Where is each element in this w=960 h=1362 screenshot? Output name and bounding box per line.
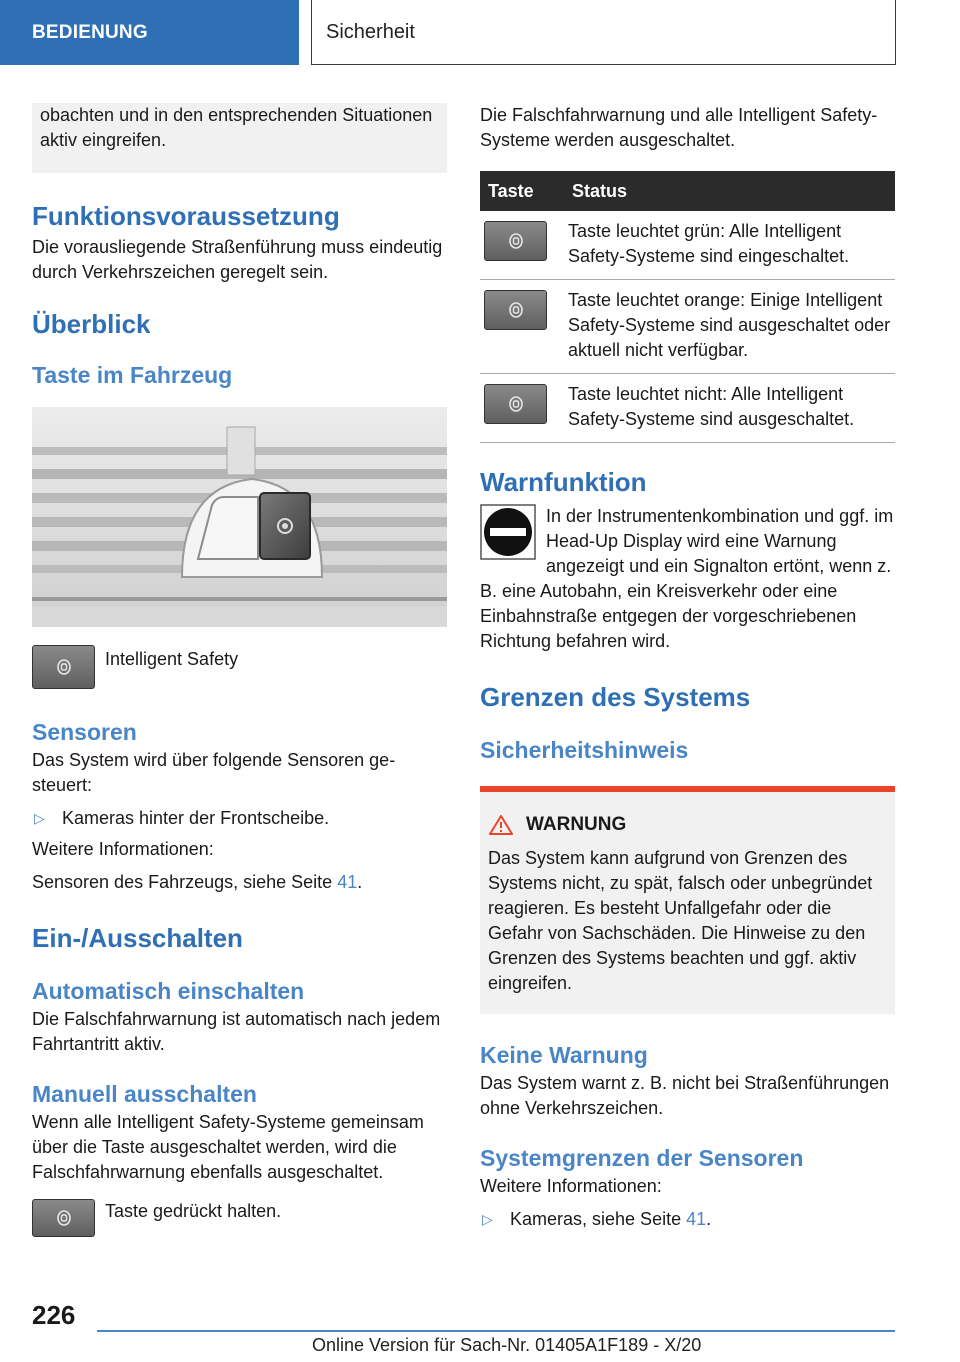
table-cell-status: Taste leuchtet nicht: Alle Intelligent Safety-Systeme sind ausgeschaltet. — [564, 374, 895, 443]
warning-title: WARNUNG — [526, 814, 627, 835]
intro-text: obachten und in den entsprechenden Situationen aktiv eingreifen. — [40, 105, 433, 150]
heading-ein-ausschalten: Ein-/Ausschalten — [32, 923, 243, 953]
table-row — [480, 280, 895, 374]
heading-automatisch-einschalten: Automatisch einschalten — [32, 978, 305, 1004]
heading-ueberblick: Überblick — [32, 309, 151, 339]
vent-grille-illustration — [32, 407, 447, 627]
warning-box — [480, 786, 895, 1014]
heading-systemgrenzen-sensoren: Systemgrenzen der Sensoren — [480, 1145, 804, 1171]
bullet-text: Kameras, siehe Seite 41. — [510, 1209, 712, 1229]
column-header-status: Status — [564, 171, 895, 211]
paragraph-warnfunktion: In der Instrumentenkombination und ggf. im Head-Up Display wird eine Warnung angezeigt und ein Signalton ertönt, wenn z. B. eine Autobahn, ein Kreisverkehr oder eine Einbahnstraße entgegen der vorgeschriebenen Richtung befahren wird. — [480, 506, 894, 651]
triangle-bullet-icon: ▷ — [34, 810, 45, 826]
section-tab — [0, 0, 299, 65]
column-header-taste: Taste — [480, 171, 564, 211]
heading-warnfunktion: Warnfunktion — [480, 467, 647, 497]
table-cell-icon — [480, 211, 564, 280]
paragraph-sensoren-ref: Sensoren des Fahrzeugs, siehe Seite 41. — [32, 872, 363, 892]
table-cell-icon — [480, 280, 564, 374]
paragraph-funktion: Die vorausliegende Straßenführung muss eindeutig durch Verkehrszeichen geregelt sein. — [32, 237, 443, 282]
section-label: BEDIENUNG — [32, 21, 148, 43]
status-table — [480, 171, 895, 443]
paragraph-taste-halten: Taste gedrückt halten. — [105, 1201, 282, 1221]
icon-label: Intelligent Safety — [105, 649, 239, 669]
heading-funktionsvoraussetzung: Funktionsvoraussetzung — [32, 201, 340, 231]
intelligent-safety-button-icon — [484, 221, 547, 261]
table-cell-icon — [480, 374, 564, 443]
intelligent-safety-button-icon — [32, 645, 95, 689]
heading-sensoren: Sensoren — [32, 719, 137, 745]
vehicle-button-photo — [32, 407, 447, 627]
warning-header — [488, 814, 887, 836]
no-entry-icon — [480, 504, 536, 560]
taste-halten-row — [32, 1199, 447, 1237]
heading-sicherheitshinweis: Sicherheitshinweis — [480, 737, 689, 763]
ref-text: Sensoren des Fahrzeugs, siehe Seite — [32, 872, 338, 892]
heading-grenzen-des-systems: Grenzen des Systems — [480, 682, 751, 712]
intelligent-safety-button-icon — [484, 290, 547, 330]
intro-text-right: Die Falschfahrwarnung und alle Intelligent Safety-Systeme werden ausgeschaltet. — [480, 105, 878, 150]
table-row — [480, 211, 895, 280]
paragraph-manuell: Wenn alle Intelligent Safety-Systeme gemeinsam über die Taste ausgeschaltet werden, wird die Falschfahrwarnung ebenfalls ausgeschaltet. — [32, 1112, 424, 1182]
warnfunktion-block — [480, 504, 895, 654]
footer-divider — [97, 1330, 895, 1332]
heading-manuell-ausschalten: Manuell ausschalten — [32, 1081, 257, 1107]
page-number: 226 — [32, 1300, 76, 1330]
list-item — [480, 1207, 895, 1232]
paragraph-automatisch: Die Falschfahrwarnung ist automatisch nach jedem Fahrtantritt aktiv. — [32, 1009, 441, 1054]
paragraph-weitere-right: Weitere Informationen: — [480, 1176, 662, 1196]
heading-taste-im-fahrzeug: Taste im Fahrzeug — [32, 362, 233, 388]
bullet-kameras-text: Kameras, siehe Seite — [510, 1209, 687, 1229]
intelligent-safety-row — [32, 645, 447, 689]
chapter-tab — [311, 0, 896, 65]
table-row — [480, 374, 895, 443]
warning-text: Das System kann aufgrund von Grenzen des Systems nicht, zu spät, falsch oder unbegründet reagieren. Es besteht Unfallgefahr oder die Gefahr von Sachschäden. Die Hinweise zu den Grenzen des Systems beachten und ggf. aktiv eingreifen. — [488, 848, 873, 993]
intelligent-safety-button-icon — [484, 384, 547, 424]
list-item — [32, 806, 447, 831]
chapter-label: Sicherheit — [326, 20, 415, 43]
footer-online-version: Online Version für Sach-Nr. 01405A1F189 - X/20 — [312, 1335, 702, 1355]
table-cell-status: Taste leuchtet orange: Einige Intelligent Safety-Systeme sind ausgeschaltet oder aktuell nicht verfügbar. — [564, 280, 895, 374]
paragraph-weitere: Weitere Informationen: — [32, 839, 214, 859]
table-cell-status: Taste leuchtet grün: Alle Intelligent Safety-Systeme sind eingeschaltet. — [564, 211, 895, 280]
paragraph-sensoren: Das System wird über folgende Sensoren gesteuert: — [32, 750, 396, 795]
table-header-row — [480, 171, 895, 211]
left-column — [32, 103, 447, 1237]
right-column — [480, 103, 895, 1232]
intelligent-safety-button-icon — [32, 1199, 95, 1237]
page-link[interactable]: 41 — [686, 1209, 707, 1229]
triangle-bullet-icon: ▷ — [482, 1211, 493, 1227]
heading-keine-warnung: Keine Warnung — [480, 1042, 648, 1068]
page-link[interactable]: 41 — [337, 872, 358, 892]
intro-box — [32, 103, 447, 173]
bullet-text: Kameras hinter der Frontscheibe. — [62, 808, 330, 828]
warning-triangle-icon — [488, 814, 514, 836]
paragraph-keine-warnung: Das System warnt z. B. nicht bei Straßenführungen ohne Verkehrszeichen. — [480, 1073, 890, 1118]
